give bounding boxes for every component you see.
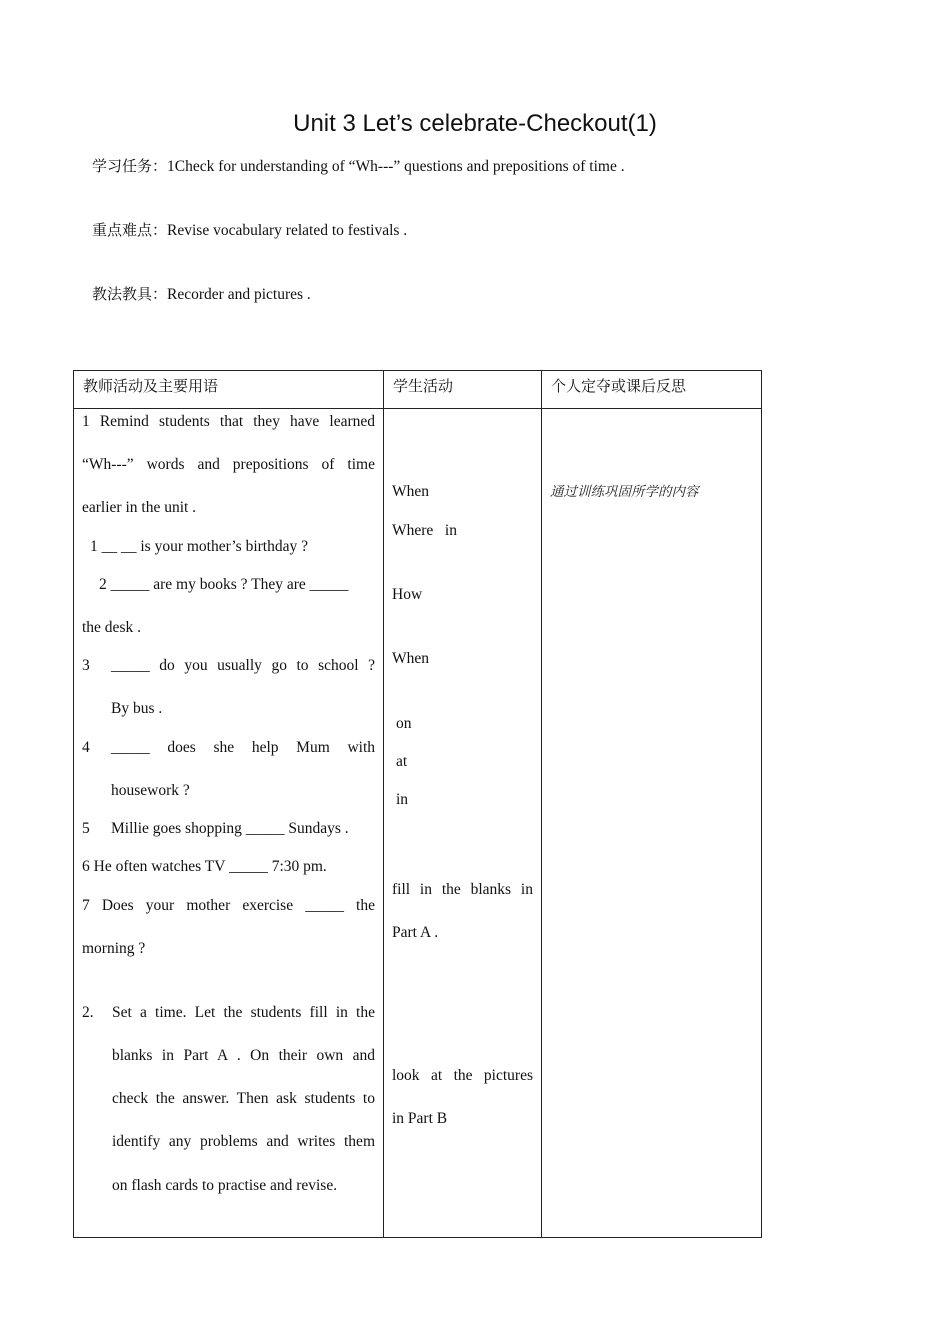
step-2-line-4: identify any problems and writes them xyxy=(112,1133,375,1150)
header-reflection: 个人定夺或课后反思 xyxy=(542,371,762,409)
key-difficulties-label: 重点难点： xyxy=(92,221,168,239)
task-b-line-1: look at the pictures xyxy=(392,1067,533,1084)
teaching-tools-text: Recorder and pictures . xyxy=(167,286,311,303)
teaching-tools-label: 教法教具： xyxy=(92,285,168,303)
task-a-line-1: fill in the blanks in xyxy=(392,881,533,898)
key-difficulties xyxy=(92,219,407,240)
answer-when: When xyxy=(392,483,430,500)
question-4-cont: housework ? xyxy=(111,782,190,799)
step-2-number: 2. xyxy=(82,1004,94,1021)
teaching-tools xyxy=(92,283,311,304)
question-5-number: 5 xyxy=(82,820,90,837)
question-7-cont: morning ? xyxy=(82,940,146,957)
learning-task-label: 学习任务： xyxy=(92,157,168,175)
student-activity-cell xyxy=(384,409,542,1238)
teacher-activity-cell xyxy=(74,409,384,1238)
task-b-line-2: in Part B xyxy=(392,1110,448,1127)
answer-in: in xyxy=(396,791,409,808)
table-body-row xyxy=(74,409,762,1238)
question-2: 2 _____ are my books ? They are _____ xyxy=(99,576,349,593)
question-4: _____ does she help Mum with xyxy=(111,739,375,756)
key-difficulties-text: Revise vocabulary related to festivals . xyxy=(167,222,408,239)
learning-task-text: 1Check for understanding of “Wh---” questions and prepositions of time . xyxy=(167,158,625,175)
answer-when-2: When xyxy=(392,650,430,667)
step-2-line-5: on flash cards to practise and revise. xyxy=(112,1177,338,1194)
answer-where-in: Where in xyxy=(392,522,457,539)
question-3-number: 3 xyxy=(82,657,90,674)
header-teacher-activity: 教师活动及主要用语 xyxy=(74,371,384,409)
question-5: Millie goes shopping _____ Sundays . xyxy=(111,820,349,837)
intro-line-2: “Wh---” words and prepositions of time xyxy=(82,456,375,473)
answer-how: How xyxy=(392,586,423,603)
learning-task xyxy=(92,155,625,176)
reflection-note: 通过训练巩固所学的内容 xyxy=(550,484,699,500)
header-student-activity: 学生活动 xyxy=(384,371,542,409)
question-1: 1 __ __ is your mother’s birthday ? xyxy=(90,538,308,555)
answer-on: on xyxy=(396,715,412,732)
step-2-line-2: blanks in Part A . On their own and xyxy=(112,1047,375,1064)
intro-line-1: 1 Remind students that they have learned xyxy=(82,413,375,430)
reflection-cell xyxy=(542,409,762,1238)
answer-at: at xyxy=(396,753,408,770)
step-2-line-3: check the answer. Then ask students to xyxy=(112,1090,375,1107)
task-a-line-2: Part A . xyxy=(392,924,439,941)
question-4-number: 4 xyxy=(82,739,90,756)
lesson-plan-table xyxy=(73,370,762,1238)
question-2-cont: the desk . xyxy=(82,619,141,636)
step-2-line-1: Set a time. Let the students fill in the xyxy=(112,1004,375,1021)
page-title: Unit 3 Let’s celebrate-Checkout(1) xyxy=(293,110,657,137)
question-6: 6 He often watches TV _____ 7:30 pm. xyxy=(82,858,327,875)
intro-line-3: earlier in the unit . xyxy=(82,499,197,516)
question-3: _____ do you usually go to school ? xyxy=(111,657,375,674)
question-7: 7 Does your mother exercise _____ the xyxy=(82,897,375,914)
question-3-answer: By bus . xyxy=(111,700,163,717)
table-header-row xyxy=(74,371,762,409)
